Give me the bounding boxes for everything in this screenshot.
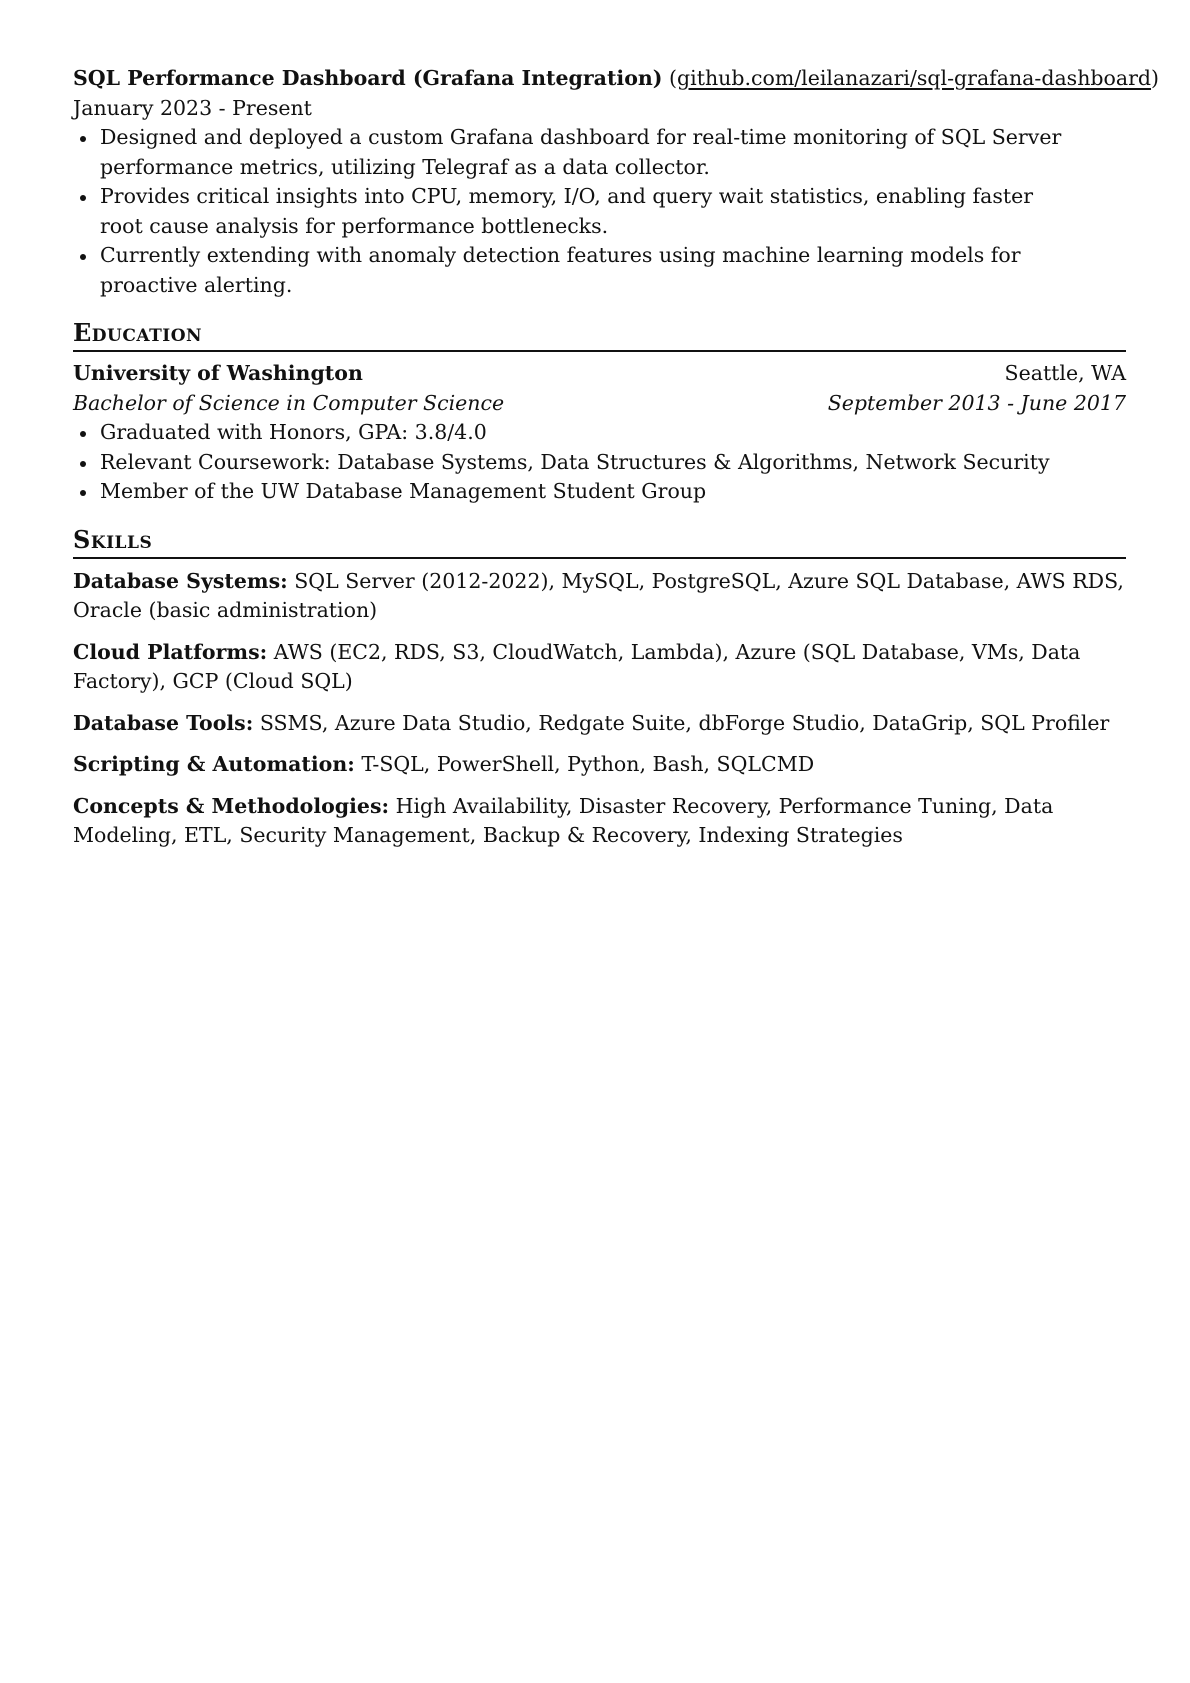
education-row-1 bbox=[73, 359, 1126, 389]
list-item: Relevant Coursework: Database Systems, Data Structures & Algorithms, Network Security bbox=[73, 448, 1126, 478]
project-title: SQL Performance Dashboard (Grafana Integration) bbox=[73, 66, 663, 90]
bullet-icon bbox=[80, 431, 86, 437]
skills-list bbox=[73, 567, 1126, 851]
project-link-open: ( bbox=[669, 66, 678, 90]
bullet-icon bbox=[80, 461, 86, 467]
skills-section bbox=[73, 525, 1126, 851]
list-item: Provides critical insights into CPU, memory, I/O, and query wait statistics, enabling faster root cause analysis for performance bottlenecks. bbox=[73, 182, 1073, 241]
skill-item: Scripting & Automation: T-SQL, PowerShell, Python, Bash, SQLCMD bbox=[73, 752, 815, 776]
section-title-education: Education bbox=[73, 318, 1126, 352]
project-dates: January 2023 - Present bbox=[73, 95, 312, 120]
school-name: University of Washington bbox=[73, 361, 363, 385]
project-link[interactable]: github.com/leilanazari/sql-grafana-dashboard bbox=[677, 66, 1152, 90]
section-title-skills: Skills bbox=[73, 525, 1126, 559]
skill-item: Cloud Platforms: AWS (EC2, RDS, S3, CloudWatch, Lambda), Azure (SQL Database, VMs, Data Factory), GCP (Cloud SQL) bbox=[73, 639, 1081, 693]
bullet-icon bbox=[80, 136, 86, 142]
education-entry bbox=[73, 359, 1126, 507]
list-item: Designed and deployed a custom Grafana dashboard for real-time monitoring of SQL Server performance metrics, utilizing Telegraf as a data collector. bbox=[73, 123, 1073, 182]
education-section bbox=[73, 318, 1126, 507]
education-row-2 bbox=[73, 389, 1126, 419]
project-header bbox=[73, 64, 1160, 94]
bullet-icon bbox=[80, 490, 86, 496]
list-item: Member of the UW Database Management Student Group bbox=[73, 477, 1126, 507]
skill-item: Concepts & Methodologies: High Availability, Disaster Recovery, Performance Tuning, Data Modeling, ETL, Security Management, Backup & Recovery, Indexing Strategies bbox=[73, 793, 1054, 847]
list-item: Graduated with Honors, GPA: 3.8/4.0 bbox=[73, 418, 1126, 448]
school-location: Seattle, WA bbox=[1004, 361, 1126, 385]
list-item: Currently extending with anomaly detection features using machine learning models for proactive alerting. bbox=[73, 241, 1073, 300]
project-entry bbox=[73, 64, 1160, 300]
project-bullets bbox=[73, 123, 1073, 300]
resume-page bbox=[73, 64, 1160, 863]
degree: Bachelor of Science in Computer Science bbox=[73, 390, 505, 415]
bullet-icon bbox=[80, 254, 86, 260]
education-bullets bbox=[73, 418, 1126, 507]
education-dates: September 2013 - June 2017 bbox=[827, 390, 1126, 415]
bullet-icon bbox=[80, 195, 86, 201]
skill-item: Database Systems: SQL Server (2012-2022), MySQL, PostgreSQL, Azure SQL Database, AWS RDS, Oracle (basic administration) bbox=[73, 568, 1124, 622]
skill-item: Database Tools: SSMS, Azure Data Studio, Redgate Suite, dbForge Studio, DataGrip, SQL Profiler bbox=[73, 710, 1110, 735]
project-link-close: ) bbox=[1151, 66, 1160, 90]
